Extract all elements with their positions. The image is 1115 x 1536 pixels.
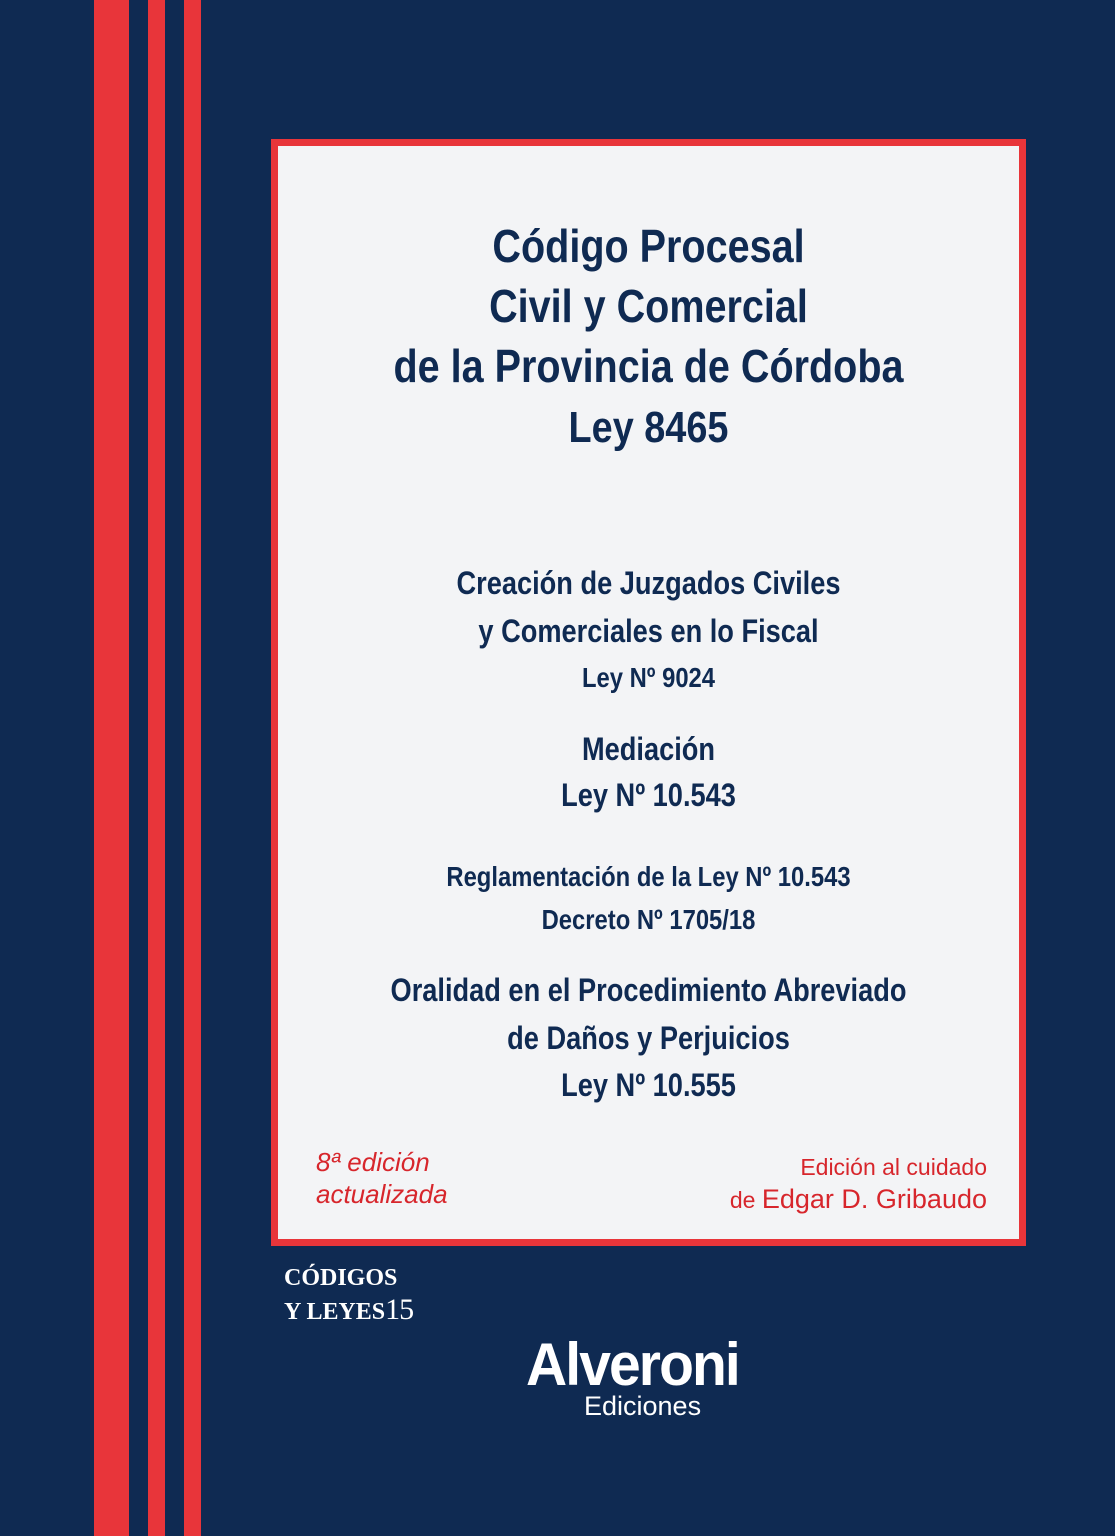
red-stripe-wide (94, 0, 129, 1536)
series-label (284, 1262, 413, 1328)
title-line: Civil y Comercial (489, 280, 808, 332)
section-line: Ley Nº 9024 (581, 662, 716, 693)
series-line-2 (284, 1294, 413, 1328)
series-text: Y LEYES (284, 1299, 386, 1325)
section-line: Reglamentación de la Ley Nº 10.543 (446, 861, 851, 892)
section-line: Decreto Nº 1705/18 (541, 904, 756, 935)
editor-credit (730, 1151, 987, 1216)
section-line: Oralidad en el Procedimiento Abreviado (390, 972, 907, 1008)
publisher-subtitle: Ediciones (584, 1391, 702, 1421)
publisher-logo (526, 1331, 750, 1421)
title-panel (271, 139, 1026, 1246)
section-reglamentacion (278, 854, 1019, 940)
title-line: de la Provincia de Córdoba (393, 340, 904, 392)
section-mediacion (278, 726, 1019, 818)
section-line: Mediación (582, 731, 715, 767)
publisher-name: Alveroni (526, 1331, 739, 1398)
section-oralidad (278, 966, 1019, 1108)
edition-line: 8ª edición (316, 1147, 430, 1177)
section-line: Creación de Juzgados Civiles (456, 565, 841, 601)
editor-prefix: de (729, 1187, 756, 1213)
section-line: de Daños y Perjuicios (507, 1020, 790, 1056)
editor-name-line (730, 1183, 987, 1216)
section-line: Ley Nº 10.543 (561, 777, 736, 813)
book-title (278, 216, 1019, 460)
section-line: Ley Nº 10.555 (561, 1067, 736, 1103)
edition-line: actualizada (316, 1179, 448, 1209)
series-line: CÓDIGOS (284, 1265, 398, 1291)
section-juzgados (278, 559, 1019, 701)
title-line: Código Procesal (492, 220, 805, 272)
red-stripe-middle (148, 0, 165, 1536)
section-line: y Comerciales en lo Fiscal (478, 613, 819, 649)
editor-line: Edición al cuidado (800, 1154, 987, 1180)
editor-name: Edgar D. Gribaudo (761, 1184, 987, 1214)
edition-note (316, 1146, 448, 1210)
series-number: 15 (385, 1293, 414, 1326)
red-stripe-right (184, 0, 201, 1536)
title-law-number: Ley 8465 (568, 403, 729, 452)
